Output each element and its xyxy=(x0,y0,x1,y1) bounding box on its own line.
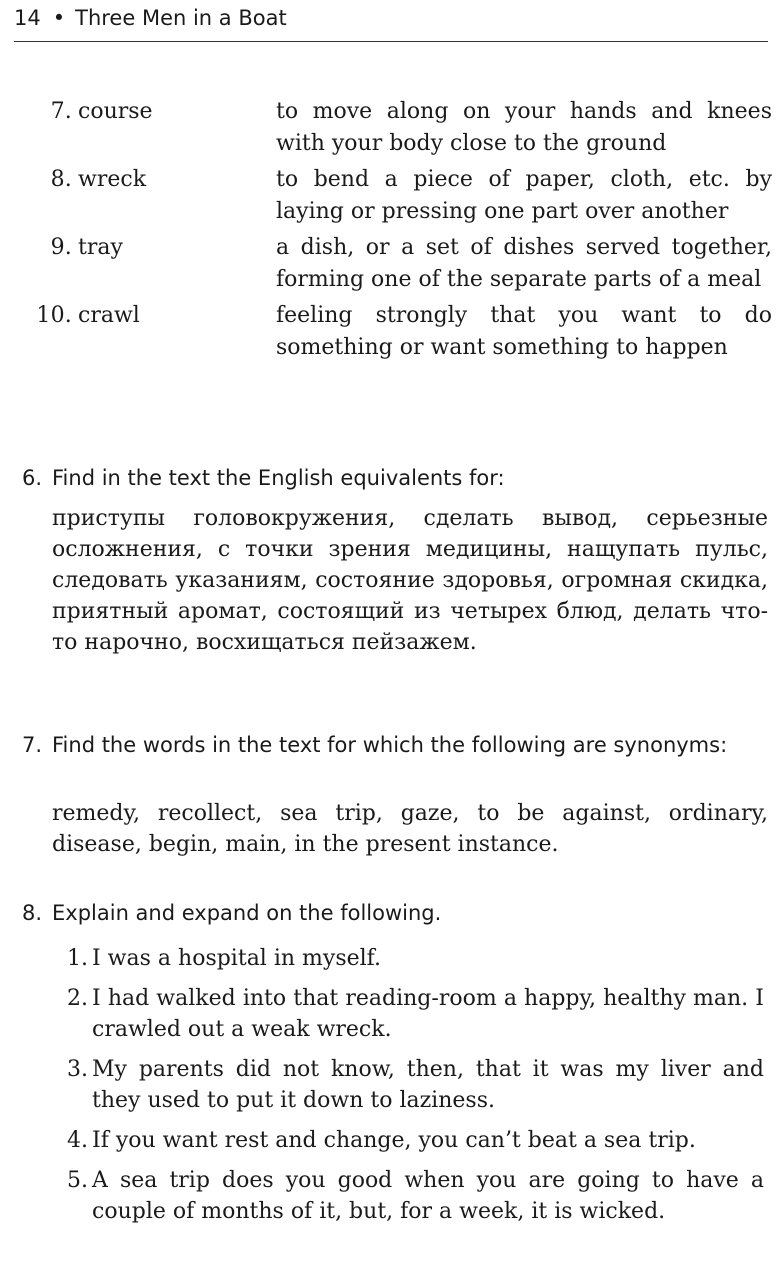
exercise-8-list xyxy=(0,943,776,1236)
book-title: Three Men in a Boat xyxy=(75,6,287,30)
item-number: 2. xyxy=(67,986,88,1011)
vocab-number: 10. xyxy=(36,303,72,328)
vocab-row xyxy=(0,164,776,228)
vocab-definition: to move along on your hands and knees with your body close to the ground xyxy=(276,99,772,156)
item-text: I had walked into that reading-room a happy, healthy man. I crawled out a weak wreck. xyxy=(92,986,764,1042)
item-number: 4. xyxy=(67,1128,88,1153)
exercise-6-number: 6. xyxy=(22,466,43,490)
vocab-number: 7. xyxy=(50,99,72,124)
vocab-word: tray xyxy=(78,235,123,260)
page-number: 14 xyxy=(14,6,41,30)
exercise-7-number: 7. xyxy=(22,733,43,757)
list-item xyxy=(0,1165,776,1227)
vocab-number: 8. xyxy=(50,167,72,192)
vocab-word: course xyxy=(78,99,153,124)
exercise-7-body: remedy, recollect, sea trip, gaze, to be against, ordinary, disease, begin, main, in the present instance. xyxy=(52,801,768,857)
item-text: If you want rest and change, you can’t beat a sea trip. xyxy=(92,1128,696,1153)
list-item xyxy=(0,1125,776,1156)
exercise-7-title: Find the words in the text for which the following are synonyms: xyxy=(52,733,728,757)
item-text: My parents did not know, then, that it was my liver and they used to put it down to laziness. xyxy=(92,1057,764,1113)
item-number: 5. xyxy=(67,1168,88,1193)
vocab-row xyxy=(0,96,776,160)
vocab-row xyxy=(0,232,776,296)
exercise-8-number: 8. xyxy=(22,901,43,925)
vocab-word: crawl xyxy=(78,303,140,328)
vocab-number: 9. xyxy=(50,235,72,260)
vocab-definition: a dish, or a set of dishes served together, forming one of the separate parts of a meal xyxy=(276,235,772,292)
item-number: 1. xyxy=(67,946,88,971)
header-divider xyxy=(14,41,768,42)
list-item xyxy=(0,983,776,1045)
list-item xyxy=(0,943,776,974)
exercise-7-heading xyxy=(22,730,768,760)
exercise-8-title: Explain and expand on the following. xyxy=(52,901,442,925)
header-bullet: • xyxy=(52,6,66,30)
vocab-definition: to bend a piece of paper, cloth, etc. by laying or pressing one part over another xyxy=(276,167,772,224)
item-text: I was a hospital in myself. xyxy=(92,946,382,971)
exercise-8-heading xyxy=(22,898,768,928)
vocab-row xyxy=(0,300,776,364)
item-number: 3. xyxy=(67,1057,88,1082)
exercise-6-heading xyxy=(22,463,768,493)
item-text: A sea trip does you good when you are going to have a couple of months of it, but, for a week, it is wicked. xyxy=(92,1168,764,1224)
list-item xyxy=(0,1054,776,1116)
vocab-list xyxy=(0,96,776,364)
vocab-definition: feeling strongly that you want to do something or want something to happen xyxy=(276,303,772,360)
vocab-word: wreck xyxy=(78,167,147,192)
exercise-6-title: Find in the text the English equivalents for: xyxy=(52,466,505,490)
running-head xyxy=(14,4,287,32)
exercise-6-body: приступы головокружения, сделать вывод, серьезные осложнения, с точки зрения медицины, нащупать пульс, следовать указаниям, состояние здоровья, огромная скидка, приятный аромат, состоящий из четырех блюд, делать что-то нарочно, восхищаться пейзажем. xyxy=(52,506,768,655)
